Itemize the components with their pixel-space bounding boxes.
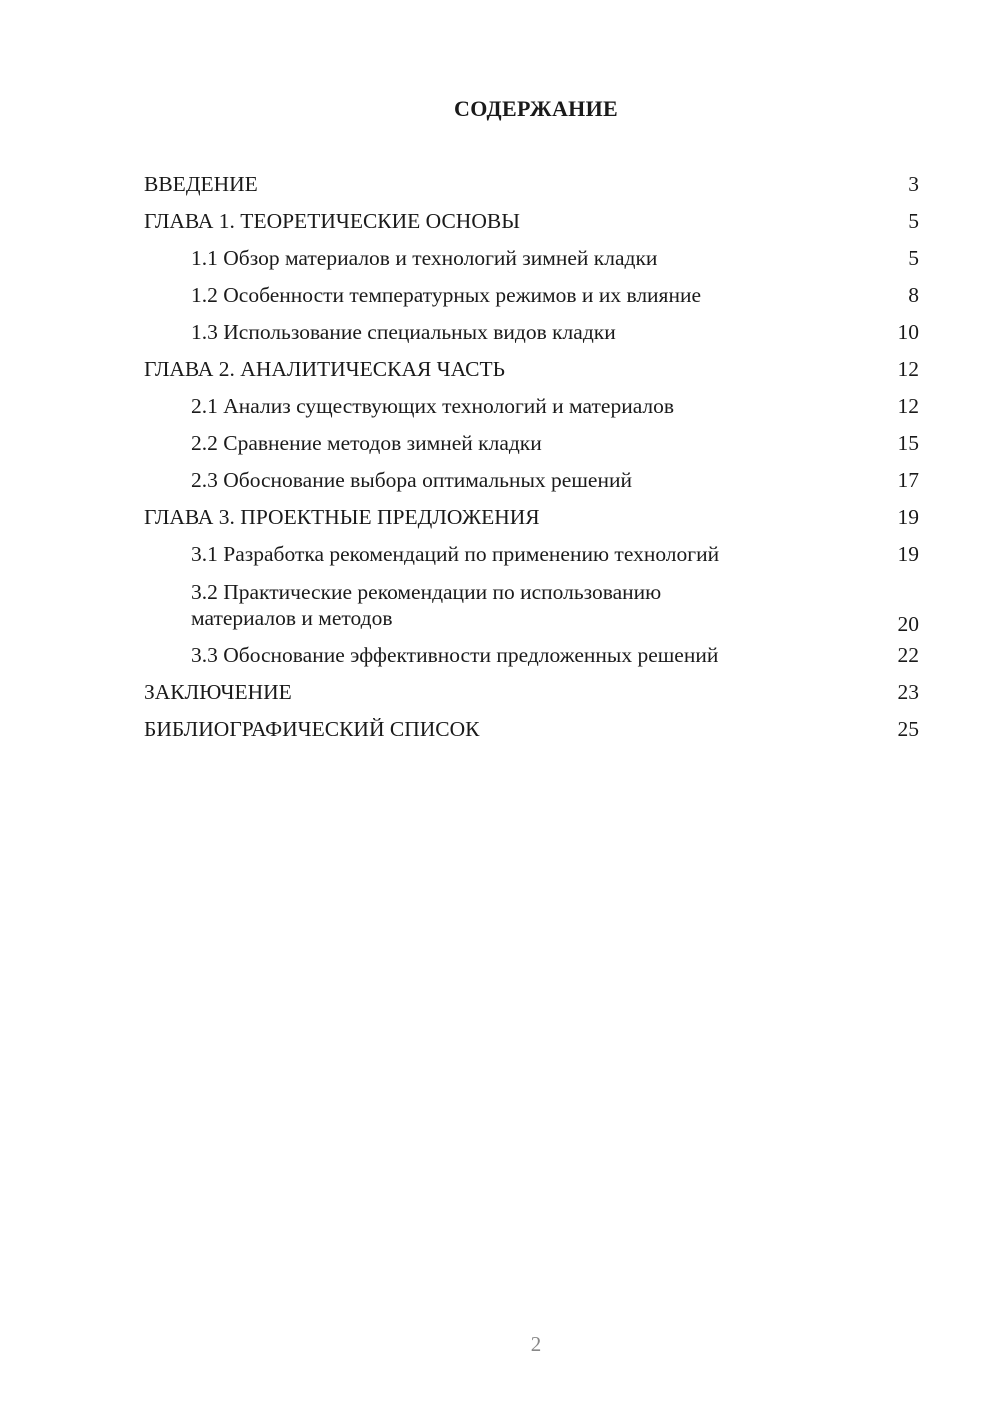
toc-entry-text: 1.2 Особенности температурных режимов и их влияние bbox=[191, 283, 701, 307]
toc-entry-conclusion[interactable] bbox=[144, 674, 919, 711]
toc-entry-text-continuation: материалов и методов bbox=[191, 606, 393, 630]
toc-entry-page: 20 bbox=[897, 612, 919, 636]
toc-heading-container bbox=[0, 96, 1000, 122]
toc-entry-text: ГЛАВА 1. ТЕОРЕТИЧЕСКИЕ ОСНОВЫ bbox=[144, 209, 520, 233]
toc-entry-page: 19 bbox=[897, 542, 919, 566]
toc-entry-text: ВВЕДЕНИЕ bbox=[144, 172, 258, 196]
toc-entry-page: 10 bbox=[897, 320, 919, 344]
toc-entry-chapter-2[interactable] bbox=[144, 351, 919, 388]
toc-entry-page: 22 bbox=[897, 643, 919, 667]
toc-entry-text-block bbox=[191, 573, 831, 631]
toc-entry-page: 5 bbox=[908, 246, 919, 270]
toc-entry-text: БИБЛИОГРАФИЧЕСКИЙ СПИСОК bbox=[144, 717, 480, 741]
toc-entry-text: 3.1 Разработка рекомендаций по применению технологий bbox=[191, 542, 720, 566]
toc-entry-introduction[interactable] bbox=[144, 166, 919, 203]
toc-entry-text: ГЛАВА 3. ПРОЕКТНЫЕ ПРЕДЛОЖЕНИЯ bbox=[144, 505, 540, 529]
toc-entry-text: 2.2 Сравнение методов зимней кладки bbox=[191, 431, 542, 455]
toc-entry-page: 3 bbox=[908, 172, 919, 196]
table-of-contents bbox=[144, 166, 919, 748]
toc-entry-section-3-2[interactable] bbox=[144, 573, 919, 637]
toc-entry-page: 15 bbox=[897, 431, 919, 455]
toc-entry-text: ЗАКЛЮЧЕНИЕ bbox=[144, 680, 292, 704]
toc-entry-section-2-3[interactable] bbox=[144, 462, 919, 499]
toc-entry-text: 1.1 Обзор материалов и технологий зимней кладки bbox=[191, 246, 658, 270]
page-number: 2 bbox=[530, 1332, 542, 1356]
toc-entry-section-3-3[interactable] bbox=[144, 637, 919, 674]
toc-entry-section-3-1[interactable] bbox=[144, 536, 919, 573]
toc-heading: СОДЕРЖАНИЕ bbox=[454, 96, 618, 121]
toc-entry-section-2-2[interactable] bbox=[144, 425, 919, 462]
toc-entry-section-2-1[interactable] bbox=[144, 388, 919, 425]
toc-entry-text: 2.3 Обоснование выбора оптимальных решений bbox=[191, 468, 632, 492]
toc-entry-section-1-1[interactable] bbox=[144, 240, 919, 277]
toc-entry-page: 17 bbox=[897, 468, 919, 492]
toc-entry-text: 2.1 Анализ существующих технологий и материалов bbox=[191, 394, 675, 418]
toc-entry-page: 5 bbox=[908, 209, 919, 233]
toc-entry-section-1-3[interactable] bbox=[144, 314, 919, 351]
toc-entry-page: 8 bbox=[908, 283, 919, 307]
toc-entry-page: 19 bbox=[897, 505, 919, 529]
toc-entry-text: ГЛАВА 2. АНАЛИТИЧЕСКАЯ ЧАСТЬ bbox=[144, 357, 505, 381]
toc-entry-chapter-3[interactable] bbox=[144, 499, 919, 536]
toc-entry-chapter-1[interactable] bbox=[144, 203, 919, 240]
toc-entry-section-1-2[interactable] bbox=[144, 277, 919, 314]
toc-entry-page: 12 bbox=[897, 357, 919, 381]
toc-entry-text: 3.3 Обоснование эффективности предложенных решений bbox=[191, 643, 719, 667]
toc-entry-page: 12 bbox=[897, 394, 919, 418]
toc-entry-bibliography[interactable] bbox=[144, 711, 919, 748]
toc-entry-page: 23 bbox=[897, 680, 919, 704]
toc-entry-text: 3.2 Практические рекомендации по использованию bbox=[191, 580, 662, 604]
toc-entry-page: 25 bbox=[897, 717, 919, 741]
toc-entry-text: 1.3 Использование специальных видов кладки bbox=[191, 320, 616, 344]
